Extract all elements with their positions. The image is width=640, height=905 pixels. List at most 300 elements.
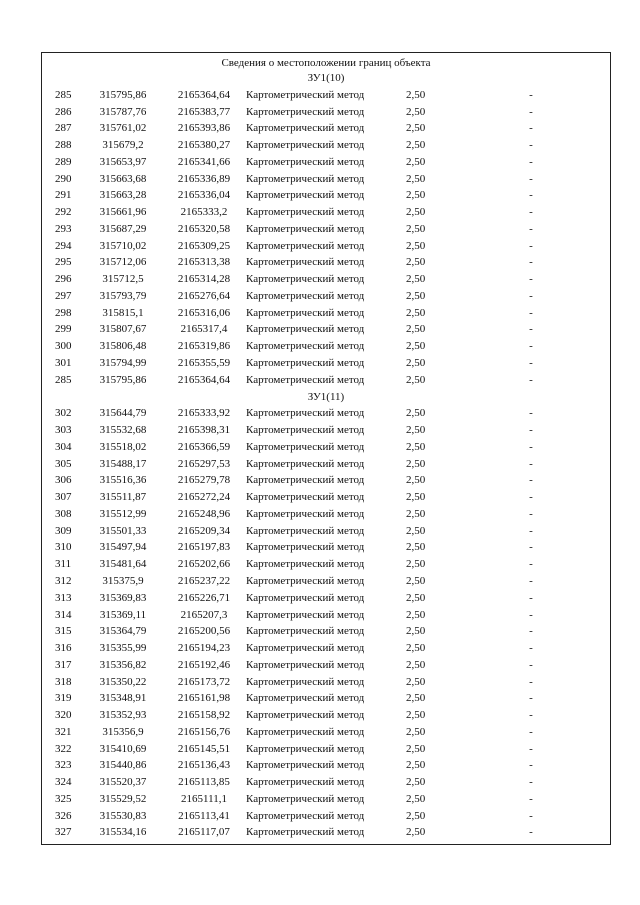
description: - [529, 709, 533, 722]
accuracy: 2,50 [406, 826, 426, 839]
description: - [529, 608, 533, 621]
table-row [42, 87, 610, 104]
coord-y: 2165393,86 [177, 122, 231, 135]
method: Картометрический метод [246, 122, 365, 135]
coord-y: 2165113,41 [178, 809, 230, 822]
method: Картометрический метод [246, 256, 365, 269]
accuracy: 2,50 [406, 239, 426, 252]
description: - [529, 692, 533, 705]
coord-x: 315534,16 [99, 826, 147, 839]
method: Картометрический метод [246, 507, 365, 520]
table-row [42, 657, 610, 674]
table-row [42, 556, 610, 573]
point-number: 285 [55, 88, 72, 101]
accuracy: 2,50 [406, 340, 426, 353]
coord-y: 2165197,83 [177, 541, 231, 554]
coord-y: 2165156,76 [177, 725, 231, 738]
accuracy: 2,50 [406, 558, 426, 571]
accuracy: 2,50 [406, 776, 426, 789]
coord-y: 2165366,59 [177, 440, 231, 453]
coord-y: 2165336,04 [177, 189, 231, 202]
coord-y: 2165226,71 [177, 591, 231, 604]
coord-y: 2165202,66 [177, 558, 231, 571]
coord-y: 2165111,1 [181, 792, 227, 805]
table-row [42, 757, 610, 774]
point-number: 286 [55, 105, 72, 118]
description: - [529, 139, 533, 152]
method: Картометрический метод [246, 625, 365, 638]
point-number: 309 [55, 524, 72, 537]
table-row [42, 791, 610, 808]
method: Картометрический метод [246, 172, 365, 185]
description: - [529, 792, 533, 805]
method: Картометрический метод [246, 574, 365, 587]
coord-y: 2165309,25 [177, 239, 231, 252]
point-number: 313 [55, 591, 72, 604]
coord-x: 315644,79 [99, 407, 147, 420]
coord-x: 315512,99 [99, 507, 147, 520]
coord-x: 315663,68 [99, 172, 147, 185]
method: Картометрический метод [246, 491, 365, 504]
point-number: 304 [55, 440, 72, 453]
point-number: 315 [55, 625, 72, 638]
method: Картометрический метод [246, 474, 365, 487]
point-number: 318 [55, 675, 72, 688]
table-row [42, 573, 610, 590]
coord-y: 2165276,64 [177, 289, 231, 302]
description: - [529, 558, 533, 571]
coord-x: 315440,86 [99, 759, 147, 772]
coord-x: 315679,2 [102, 139, 144, 152]
coord-x: 315355,99 [99, 642, 147, 655]
coord-y: 2165113,85 [178, 776, 230, 789]
description: - [529, 424, 533, 437]
description: - [529, 357, 533, 370]
method: Картометрический метод [246, 608, 365, 621]
point-number: 314 [55, 608, 72, 621]
coord-y: 2165320,58 [177, 222, 231, 235]
table-row [42, 355, 610, 372]
point-number: 296 [55, 273, 72, 286]
accuracy: 2,50 [406, 289, 426, 302]
table-row [42, 254, 610, 271]
table-row [42, 405, 610, 422]
point-number: 287 [55, 122, 72, 135]
description: - [529, 189, 533, 202]
method: Картометрический метод [246, 323, 365, 336]
method: Картометрический метод [246, 189, 365, 202]
method: Картометрический метод [246, 440, 365, 453]
method: Картометрический метод [246, 642, 365, 655]
table-row [42, 674, 610, 691]
point-number: 319 [55, 692, 72, 705]
coord-x: 315532,68 [99, 424, 147, 437]
coord-y: 2165341,66 [177, 155, 231, 168]
description: - [529, 759, 533, 772]
description: - [529, 742, 533, 755]
coord-x: 315712,5 [102, 273, 144, 286]
table-row [42, 288, 610, 305]
coord-y: 2165364,64 [177, 373, 231, 386]
coord-y: 2165173,72 [177, 675, 231, 688]
method: Картометрический метод [246, 306, 365, 319]
coord-x: 315793,79 [99, 289, 147, 302]
point-number: 310 [55, 541, 72, 554]
point-number: 302 [55, 407, 72, 420]
table-row [42, 724, 610, 741]
coord-x: 315807,67 [99, 323, 147, 336]
coord-x: 315795,86 [99, 88, 147, 101]
description: - [529, 457, 533, 470]
description: - [529, 239, 533, 252]
description: - [529, 625, 533, 638]
description: - [529, 122, 533, 135]
method: Картометрический метод [246, 524, 365, 537]
point-number: 311 [55, 558, 72, 571]
coord-y: 2165161,98 [177, 692, 231, 705]
coord-x: 315712,06 [99, 256, 147, 269]
coord-x: 315369,83 [99, 591, 147, 604]
coord-x: 315364,79 [99, 625, 147, 638]
method: Картометрический метод [246, 558, 365, 571]
description: - [529, 440, 533, 453]
accuracy: 2,50 [406, 256, 426, 269]
point-number: 298 [55, 306, 72, 319]
coord-x: 315815,1 [102, 306, 144, 319]
coord-y: 2165194,23 [177, 642, 231, 655]
coord-x: 315529,52 [99, 792, 147, 805]
coord-y: 2165380,27 [177, 139, 231, 152]
description: - [529, 474, 533, 487]
coord-x: 315501,33 [99, 524, 147, 537]
coord-y: 2165209,34 [177, 524, 231, 537]
description: - [529, 88, 533, 101]
description: - [529, 776, 533, 789]
point-number: 326 [55, 809, 72, 822]
accuracy: 2,50 [406, 122, 426, 135]
coord-y: 2165314,28 [177, 273, 231, 286]
table-row [42, 171, 610, 188]
coord-y: 2165364,64 [177, 88, 231, 101]
table-row [42, 187, 610, 204]
accuracy: 2,50 [406, 792, 426, 805]
method: Картометрический метод [246, 792, 365, 805]
section-header: ЗУ1(11) [307, 390, 345, 403]
accuracy: 2,50 [406, 709, 426, 722]
coord-y: 2165398,31 [177, 424, 231, 437]
description: - [529, 289, 533, 302]
method: Картометрический метод [246, 222, 365, 235]
accuracy: 2,50 [406, 155, 426, 168]
accuracy: 2,50 [406, 642, 426, 655]
coord-x: 315375,9 [102, 574, 144, 587]
description: - [529, 323, 533, 336]
accuracy: 2,50 [406, 88, 426, 101]
coord-x: 315761,02 [99, 122, 147, 135]
coord-y: 2165355,59 [177, 357, 231, 370]
method: Картометрический метод [246, 424, 365, 437]
accuracy: 2,50 [406, 759, 426, 772]
coord-y: 2165333,2 [180, 206, 228, 219]
table-row [42, 221, 610, 238]
coord-y: 2165333,92 [177, 407, 231, 420]
description: - [529, 507, 533, 520]
point-number: 312 [55, 574, 72, 587]
coord-x: 315806,48 [99, 340, 147, 353]
table-row [42, 489, 610, 506]
accuracy: 2,50 [406, 507, 426, 520]
description: - [529, 826, 533, 839]
accuracy: 2,50 [406, 222, 426, 235]
method: Картометрический метод [246, 206, 365, 219]
table-row [42, 808, 610, 825]
description: - [529, 658, 533, 671]
coord-y: 2165207,3 [180, 608, 228, 621]
table-row [42, 523, 610, 540]
point-number: 305 [55, 457, 72, 470]
method: Картометрический метод [246, 809, 365, 822]
accuracy: 2,50 [406, 742, 426, 755]
table-row [42, 204, 610, 221]
point-number: 291 [55, 189, 72, 202]
coord-x: 315488,17 [99, 457, 147, 470]
description: - [529, 591, 533, 604]
coord-y: 2165316,06 [177, 306, 231, 319]
accuracy: 2,50 [406, 675, 426, 688]
coord-x: 315352,93 [99, 709, 147, 722]
point-number: 308 [55, 507, 72, 520]
table-row [42, 439, 610, 456]
accuracy: 2,50 [406, 189, 426, 202]
accuracy: 2,50 [406, 658, 426, 671]
table-row [42, 707, 610, 724]
table-row [42, 607, 610, 624]
accuracy: 2,50 [406, 105, 426, 118]
table-row [42, 338, 610, 355]
coord-y: 2165200,56 [177, 625, 231, 638]
accuracy: 2,50 [406, 608, 426, 621]
description: - [529, 541, 533, 554]
coord-y: 2165136,43 [177, 759, 231, 772]
point-number: 299 [55, 323, 72, 336]
method: Картометрический метод [246, 155, 365, 168]
table-row [42, 137, 610, 154]
table-row [42, 741, 610, 758]
method: Картометрический метод [246, 759, 365, 772]
point-number: 297 [55, 289, 72, 302]
document-title: Сведения о местоположении границ объекта [221, 57, 431, 69]
coord-y: 2165248,96 [177, 507, 231, 520]
coord-y: 2165297,53 [177, 457, 231, 470]
coord-x: 315710,02 [99, 239, 147, 252]
coord-x: 315687,29 [99, 222, 147, 235]
point-number: 301 [55, 357, 72, 370]
table-row [42, 271, 610, 288]
coord-x: 315410,69 [99, 742, 147, 755]
method: Картометрический метод [246, 709, 365, 722]
description: - [529, 524, 533, 537]
accuracy: 2,50 [406, 172, 426, 185]
coord-y: 2165336,89 [177, 172, 231, 185]
method: Картометрический метод [246, 725, 365, 738]
point-number: 290 [55, 172, 72, 185]
description: - [529, 172, 533, 185]
coord-x: 315516,36 [99, 474, 147, 487]
point-number: 320 [55, 709, 72, 722]
coord-x: 315661,96 [99, 206, 147, 219]
coord-y: 2165237,22 [177, 574, 231, 587]
point-number: 327 [55, 826, 72, 839]
accuracy: 2,50 [406, 541, 426, 554]
accuracy: 2,50 [406, 323, 426, 336]
coord-x: 315653,97 [99, 155, 147, 168]
coord-x: 315663,28 [99, 189, 147, 202]
method: Картометрический метод [246, 826, 365, 839]
description: - [529, 407, 533, 420]
point-number: 289 [55, 155, 72, 168]
table-row [42, 623, 610, 640]
description: - [529, 491, 533, 504]
accuracy: 2,50 [406, 692, 426, 705]
table-row [42, 238, 610, 255]
coord-y: 2165279,78 [177, 474, 231, 487]
accuracy: 2,50 [406, 273, 426, 286]
point-number: 295 [55, 256, 72, 269]
method: Картометрический метод [246, 776, 365, 789]
accuracy: 2,50 [406, 625, 426, 638]
accuracy: 2,50 [406, 306, 426, 319]
point-number: 294 [55, 239, 72, 252]
table-row [42, 590, 610, 607]
accuracy: 2,50 [406, 357, 426, 370]
accuracy: 2,50 [406, 725, 426, 738]
section-header: ЗУ1(10) [307, 72, 345, 84]
coord-x: 315350,22 [99, 675, 147, 688]
point-number: 325 [55, 792, 72, 805]
accuracy: 2,50 [406, 474, 426, 487]
coord-x: 315481,64 [99, 558, 147, 571]
table-row [42, 154, 610, 171]
coord-x: 315511,87 [99, 491, 147, 504]
point-number: 317 [55, 658, 72, 671]
coord-y: 2165317,4 [180, 323, 228, 336]
point-number: 321 [55, 725, 72, 738]
description: - [529, 642, 533, 655]
coord-x: 315530,83 [99, 809, 147, 822]
description: - [529, 340, 533, 353]
point-number: 288 [55, 139, 72, 152]
table-row [42, 372, 610, 389]
accuracy: 2,50 [406, 440, 426, 453]
table-row [42, 422, 610, 439]
method: Картометрический метод [246, 457, 365, 470]
coord-x: 315497,94 [99, 541, 147, 554]
description: - [529, 809, 533, 822]
point-number: 292 [55, 206, 72, 219]
method: Картометрический метод [246, 88, 365, 101]
description: - [529, 574, 533, 587]
point-number: 324 [55, 776, 72, 789]
point-number: 306 [55, 474, 72, 487]
method: Картометрический метод [246, 675, 365, 688]
coord-y: 2165383,77 [177, 105, 231, 118]
coord-y: 2165158,92 [177, 709, 231, 722]
document-frame [41, 52, 611, 845]
point-number: 300 [55, 340, 72, 353]
description: - [529, 222, 533, 235]
method: Картометрический метод [246, 289, 365, 302]
description: - [529, 306, 533, 319]
accuracy: 2,50 [406, 407, 426, 420]
coord-y: 2165319,86 [177, 340, 231, 353]
table-row [42, 774, 610, 791]
method: Картометрический метод [246, 105, 365, 118]
accuracy: 2,50 [406, 574, 426, 587]
coord-y: 2165313,38 [177, 256, 231, 269]
description: - [529, 206, 533, 219]
coord-y: 2165272,24 [177, 491, 231, 504]
description: - [529, 675, 533, 688]
table-row [42, 690, 610, 707]
accuracy: 2,50 [406, 457, 426, 470]
table-row [42, 321, 610, 338]
coord-x: 315520,37 [99, 776, 147, 789]
table-row [42, 305, 610, 322]
table-row [42, 506, 610, 523]
description: - [529, 373, 533, 386]
method: Картометрический метод [246, 373, 365, 386]
accuracy: 2,50 [406, 373, 426, 386]
coord-x: 315356,9 [102, 725, 144, 738]
table-row [42, 640, 610, 657]
description: - [529, 105, 533, 118]
table-row [42, 539, 610, 556]
method: Картометрический метод [246, 692, 365, 705]
method: Картометрический метод [246, 239, 365, 252]
accuracy: 2,50 [406, 809, 426, 822]
accuracy: 2,50 [406, 591, 426, 604]
point-number: 293 [55, 222, 72, 235]
method: Картометрический метод [246, 742, 365, 755]
table-row [42, 824, 610, 841]
method: Картометрический метод [246, 407, 365, 420]
method: Картометрический метод [246, 357, 365, 370]
coordinates-table [42, 70, 610, 841]
point-number: 322 [55, 742, 72, 755]
coord-x: 315794,99 [99, 357, 147, 370]
coord-x: 315348,91 [99, 692, 147, 705]
method: Картометрический метод [246, 658, 365, 671]
method: Картометрический метод [246, 139, 365, 152]
point-number: 303 [55, 424, 72, 437]
coord-y: 2165117,07 [178, 826, 230, 839]
point-number: 316 [55, 642, 72, 655]
description: - [529, 256, 533, 269]
table-row [42, 456, 610, 473]
description: - [529, 273, 533, 286]
coord-y: 2165145,51 [177, 742, 231, 755]
coord-x: 315369,11 [99, 608, 147, 621]
method: Картометрический метод [246, 273, 365, 286]
accuracy: 2,50 [406, 206, 426, 219]
method: Картометрический метод [246, 591, 365, 604]
table-row [42, 120, 610, 137]
accuracy: 2,50 [406, 139, 426, 152]
coord-x: 315356,82 [99, 658, 147, 671]
method: Картометрический метод [246, 340, 365, 353]
coord-x: 315518,02 [99, 440, 147, 453]
accuracy: 2,50 [406, 424, 426, 437]
